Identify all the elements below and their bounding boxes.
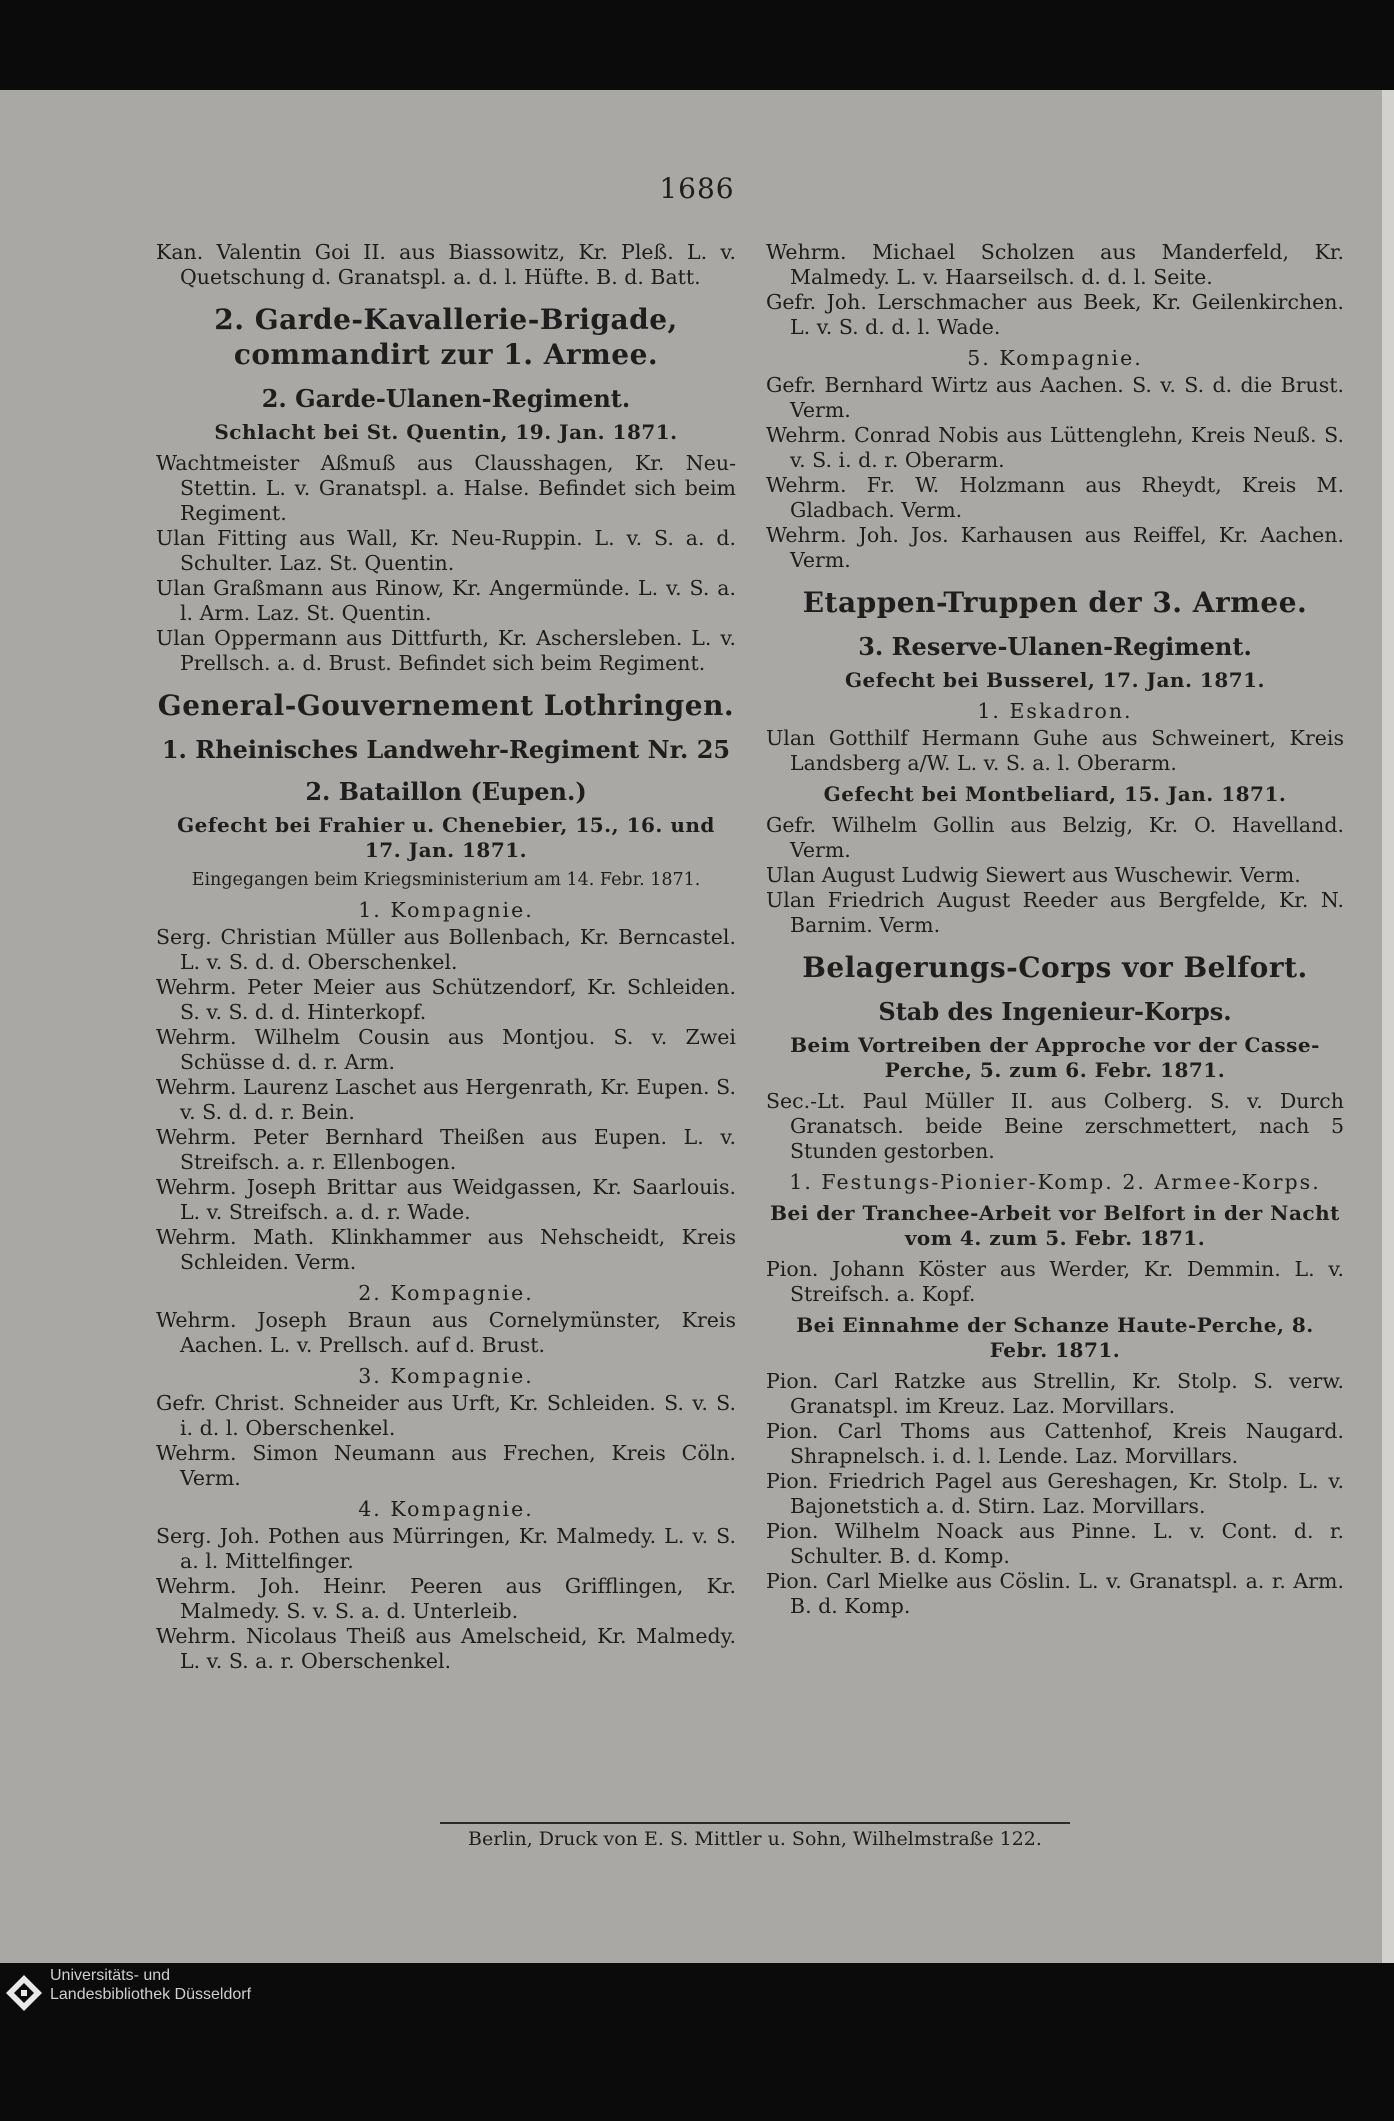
casualty-entry: Wehrm. Michael Scholzen aus Manderfeld, Kr. Malmedy. L. v. Haarseilsch. d. d. l. Seite. xyxy=(766,240,1344,289)
casualty-entry: Wehrm. Laurenz Laschet aus Hergenrath, Kr. Eupen. S. v. S. d. d. r. Bein. xyxy=(156,1075,736,1124)
casualty-entry: Wehrm. Joh. Jos. Karhausen aus Reiffel, Kr. Aachen. Verm. xyxy=(766,523,1344,572)
company-heading: 1. Festungs-Pionier-Komp. 2. Armee-Korps. xyxy=(789,1170,1321,1194)
casualty-entry: Sec.-Lt. Paul Müller II. aus Colberg. S. v. Durch Granatsch. beide Beine zerschmettert, nach 5 Stunden gestorben. xyxy=(766,1089,1344,1163)
library-name-line1: Universitäts- und xyxy=(50,1967,171,1984)
unit-heading: 3. Reserve-Ulanen-Regiment. xyxy=(858,632,1252,661)
casualty-entry: Kan. Valentin Goi II. aus Biassowitz, Kr. Pleß. L. v. Quetschung d. Granatspl. a. d. l. Hüfte. B. d. Batt. xyxy=(156,240,736,289)
right-column xyxy=(766,240,1344,1619)
casualty-entry: Ulan Graßmann aus Rinow, Kr. Angermünde. L. v. S. a. l. Arm. Laz. St. Quentin. xyxy=(156,576,736,625)
casualty-entry: Gefr. Christ. Schneider aus Urft, Kr. Schleiden. S. v. S. i. d. l. Oberschenkel. xyxy=(156,1391,736,1440)
battle-heading: Bei Einnahme der Schanze Haute-Perche, 8. Febr. 1871. xyxy=(796,1313,1314,1362)
casualty-entry: Pion. Carl Thoms aus Cattenhof, Kreis Naugard. Shrapnelsch. i. d. l. Lende. Laz. Morvillars. xyxy=(766,1419,1344,1468)
casualty-entry: Wachtmeister Aßmuß aus Clausshagen, Kr. Neu-Stettin. L. v. Granatspl. a. Halse. Befindet sich beim Regiment. xyxy=(156,451,736,525)
casualty-entry: Serg. Joh. Pothen aus Mürringen, Kr. Malmedy. L. v. S. a. l. Mittelfinger. xyxy=(156,1524,736,1573)
battle-heading: Gefecht bei Frahier u. Chenebier, 15., 16. und 17. Jan. 1871. xyxy=(177,813,715,862)
casualty-entry: Ulan Fitting aus Wall, Kr. Neu-Ruppin. L. v. S. a. d. Schulter. Laz. St. Quentin. xyxy=(156,526,736,575)
casualty-entry: Gefr. Bernhard Wirtz aus Aachen. S. v. S. d. die Brust. Verm. xyxy=(766,373,1344,422)
printer-imprint: Berlin, Druck von E. S. Mittler u. Sohn, Wilhelmstraße 122. xyxy=(440,1822,1070,1850)
casualty-entry: Gefr. Joh. Lerschmacher aus Beek, Kr. Geilenkirchen. L. v. S. d. d. l. Wade. xyxy=(766,290,1344,339)
battle-heading: Beim Vortreiben der Approche vor der Casse-Perche, 5. zum 6. Febr. 1871. xyxy=(790,1033,1320,1082)
casualty-entry: Wehrm. Peter Bernhard Theißen aus Eupen. L. v. Streifsch. a. r. Ellenbogen. xyxy=(156,1125,736,1174)
casualty-entry: Ulan August Ludwig Siewert aus Wuschewir. Verm. xyxy=(766,863,1301,887)
section-heading: Belagerungs-Corps vor Belfort. xyxy=(802,951,1308,984)
battle-heading: Gefecht bei Busserel, 17. Jan. 1871. xyxy=(844,668,1266,692)
casualty-entry: Wehrm. Conrad Nobis aus Lüttenglehn, Kreis Neuß. S. v. S. i. d. r. Oberarm. xyxy=(766,423,1344,472)
casualty-entry: Wehrm. Nicolaus Theiß aus Amelscheid, Kr. Malmedy. L. v. S. a. r. Oberschenkel. xyxy=(156,1624,736,1673)
casualty-entry: Wehrm. Math. Klinkhammer aus Nehscheidt, Kreis Schleiden. Verm. xyxy=(156,1225,736,1274)
casualty-entry: Pion. Carl Mielke aus Cöslin. L. v. Granatspl. a. r. Arm. B. d. Komp. xyxy=(766,1569,1344,1618)
casualty-entry: Wehrm. Joh. Heinr. Peeren aus Grifflingen, Kr. Malmedy. S. v. S. a. d. Unterleib. xyxy=(156,1574,736,1623)
company-heading: 3. Kompagnie. xyxy=(358,1364,534,1388)
casualty-entry: Wehrm. Joseph Brittar aus Weidgassen, Kr. Saarlouis. L. v. Streifsch. a. d. r. Wade. xyxy=(156,1175,736,1224)
receipt-note: Eingegangen beim Kriegsministerium am 14. Febr. 1871. xyxy=(191,870,701,890)
casualty-entry: Wehrm. Joseph Braun aus Cornelymünster, Kreis Aachen. L. v. Prellsch. auf d. Brust. xyxy=(156,1308,736,1357)
unit-heading: 2. Garde-Ulanen-Regiment. xyxy=(261,384,631,413)
casualty-entry: Pion. Wilhelm Noack aus Pinne. L. v. Cont. d. r. Schulter. B. d. Komp. xyxy=(766,1519,1344,1568)
ulb-logo-icon xyxy=(4,1973,44,2013)
section-heading: 2. Garde-Kavallerie-Brigade, commandirt zur 1. Armee. xyxy=(214,303,678,371)
casualty-entry: Pion. Carl Ratzke aus Strellin, Kr. Stolp. S. verw. Granatspl. im Kreuz. Laz. Morvillars. xyxy=(766,1369,1344,1418)
unit-heading: 2. Bataillon (Eupen.) xyxy=(305,777,587,806)
unit-heading: Stab des Ingenieur-Korps. xyxy=(878,997,1232,1026)
battle-heading: Schlacht bei St. Quentin, 19. Jan. 1871. xyxy=(214,420,678,444)
section-heading: Etappen-Truppen der 3. Armee. xyxy=(802,586,1308,619)
casualty-entry: Ulan Gotthilf Hermann Guhe aus Schweinert, Kreis Landsberg a/W. L. v. S. a. l. Oberarm. xyxy=(766,726,1344,775)
page-edge xyxy=(1382,90,1394,1963)
casualty-entry: Wehrm. Fr. W. Holzmann aus Rheydt, Kreis M. Gladbach. Verm. xyxy=(766,473,1344,522)
company-heading: 2. Kompagnie. xyxy=(358,1281,534,1305)
company-heading: 5. Kompagnie. xyxy=(967,346,1143,370)
unit-heading: 1. Rheinisches Landwehr-Regiment Nr. 25 xyxy=(161,735,731,764)
company-heading: 4. Kompagnie. xyxy=(358,1497,534,1521)
casualty-entry: Wehrm. Simon Neumann aus Frechen, Kreis Cöln. Verm. xyxy=(156,1441,736,1490)
casualty-entry: Gefr. Wilhelm Gollin aus Belzig, Kr. O. Havelland. Verm. xyxy=(766,813,1344,862)
library-name xyxy=(50,1966,251,2004)
casualty-entry: Wehrm. Peter Meier aus Schützendorf, Kr. Schleiden. S. v. S. d. d. Hinterkopf. xyxy=(156,975,736,1024)
left-column xyxy=(156,240,736,1674)
casualty-entry: Wehrm. Wilhelm Cousin aus Montjou. S. v. Zwei Schüsse d. d. r. Arm. xyxy=(156,1025,736,1074)
page-number: 1686 xyxy=(659,172,735,205)
company-heading: 1. Eskadron. xyxy=(977,699,1133,723)
section-heading: General-Gouvernement Lothringen. xyxy=(157,689,735,722)
battle-heading: Bei der Tranchee-Arbeit vor Belfort in der Nacht vom 4. zum 5. Febr. 1871. xyxy=(770,1201,1340,1250)
casualty-entry: Ulan Friedrich August Reeder aus Bergfelde, Kr. N. Barnim. Verm. xyxy=(766,888,1344,937)
casualty-entry: Ulan Oppermann aus Dittfurth, Kr. Aschersleben. L. v. Prellsch. a. d. Brust. Befindet sich beim Regiment. xyxy=(156,626,736,675)
casualty-entry: Pion. Friedrich Pagel aus Gereshagen, Kr. Stolp. L. v. Bajonetstich a. d. Stirn. Laz. Morvillars. xyxy=(766,1469,1344,1518)
casualty-entry: Serg. Christian Müller aus Bollenbach, Kr. Berncastel. L. v. S. d. d. Oberschenkel. xyxy=(156,925,736,974)
battle-heading: Gefecht bei Montbeliard, 15. Jan. 1871. xyxy=(823,782,1287,806)
company-heading: 1. Kompagnie. xyxy=(358,898,534,922)
casualty-entry: Pion. Johann Köster aus Werder, Kr. Demmin. L. v. Streifsch. a. Kopf. xyxy=(766,1257,1344,1306)
library-name-line2: Landesbibliothek Düsseldorf xyxy=(50,1986,252,2003)
